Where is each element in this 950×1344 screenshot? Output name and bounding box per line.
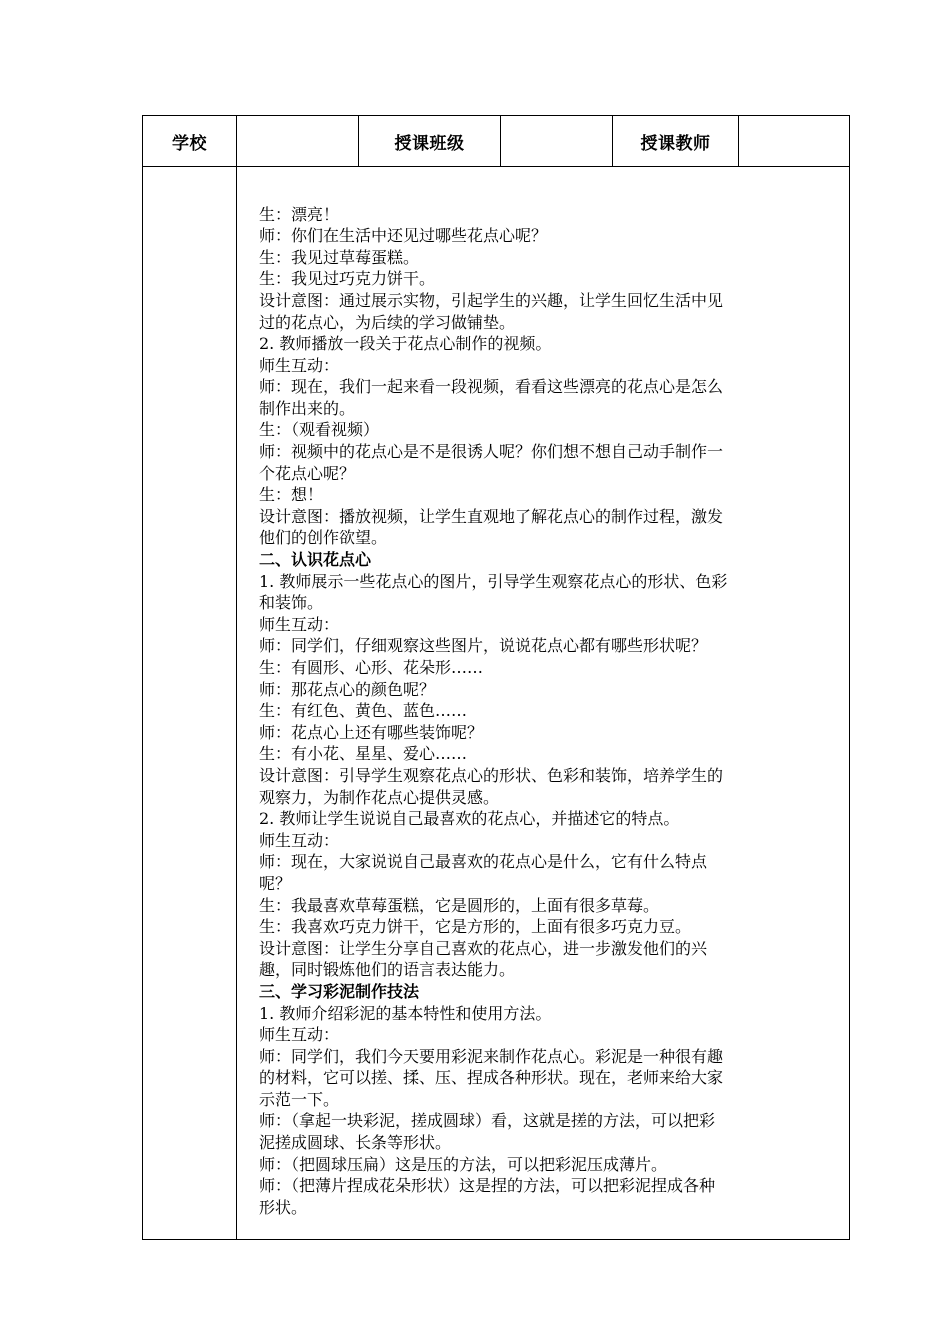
content-line: 泥搓成圆球、长条等形状。: [259, 1133, 452, 1153]
content-line: 生：有小花、星星、爱心……: [259, 744, 468, 764]
content-line: 设计意图：通过展示实物，引起学生的兴趣，让学生回忆生活中见: [259, 290, 724, 310]
header-row: [143, 116, 850, 167]
content-line: 师：（拿起一块彩泥，搓成圆球）看，这就是搓的方法，可以把彩: [259, 1111, 716, 1131]
content-line: 制作出来的。: [259, 398, 356, 418]
content-line: 的材料，它可以搓、揉、压、捏成各种形状。现在，老师来给大家: [259, 1068, 724, 1088]
content-line: 生：我最喜欢草莓蛋糕，它是圆形的，上面有很多草莓。: [259, 895, 660, 915]
content-line: 生：我见过草莓蛋糕。: [259, 247, 420, 267]
content-line: 观察力，为制作花点心提供灵感。: [259, 787, 500, 807]
content-left-cell: [143, 167, 237, 1240]
class-value: [501, 116, 613, 167]
content-line: 生：（观看视频）: [259, 420, 380, 440]
lesson-content-text: [259, 204, 831, 1219]
content-line: 师：你们在生活中还见过哪些花点心呢？: [259, 226, 548, 246]
content-line: 师：现在，大家说说自己最喜欢的花点心是什么，它有什么特点: [259, 852, 708, 872]
content-line: 生：有圆形、心形、花朵形……: [259, 658, 484, 678]
content-line: 过的花点心，为后续的学习做铺垫。: [259, 312, 516, 332]
content-line: 师：（把圆球压扁）这是压的方法，可以把彩泥压成薄片。: [259, 1154, 668, 1174]
content-line: 师生互动：: [259, 1025, 340, 1045]
lesson-plan-table: [142, 115, 850, 1240]
content-line: 设计意图：让学生分享自己喜欢的花点心，进一步激发他们的兴: [259, 938, 708, 958]
content-line: 和装饰。: [259, 593, 324, 613]
section-heading-line: 三、学习彩泥制作技法: [259, 981, 420, 1001]
content-line: 1. 教师展示一些花点心的图片，引导学生观察花点心的形状、色彩: [259, 571, 728, 591]
content-line: 师：那花点心的颜色呢？: [259, 679, 436, 699]
content-line: 设计意图：播放视频，让学生直观地了解花点心的制作过程，激发: [259, 506, 724, 526]
school-value: [237, 116, 359, 167]
content-line: 呢？: [259, 873, 292, 893]
content-line: 生：我喜欢巧克力饼干，它是方形的，上面有很多巧克力豆。: [259, 917, 692, 937]
content-line: 形状。: [259, 1197, 308, 1217]
content-line: 师：同学们，仔细观察这些图片，说说花点心都有哪些形状呢？: [259, 636, 708, 656]
content-line: 生：有红色、黄色、蓝色……: [259, 701, 468, 721]
content-line: 设计意图：引导学生观察花点心的形状、色彩和装饰，培养学生的: [259, 765, 724, 785]
content-line: 师：同学们，我们今天要用彩泥来制作花点心。彩泥是一种很有趣: [259, 1046, 724, 1066]
content-line: 师生互动：: [259, 830, 340, 850]
content-line: 生：我见过巧克力饼干。: [259, 269, 436, 289]
content-line: 1. 教师介绍彩泥的基本特性和使用方法。: [259, 1003, 552, 1023]
teacher-label: 授课教师: [613, 116, 739, 167]
school-label: 学校: [143, 116, 237, 167]
content-line: 个花点心呢？: [259, 463, 356, 483]
content-row: [143, 167, 850, 1240]
class-label: 授课班级: [359, 116, 501, 167]
content-line: 师：现在，我们一起来看一段视频，看看这些漂亮的花点心是怎么: [259, 377, 724, 397]
lesson-content-cell: [237, 167, 850, 1240]
content-line: 2. 教师让学生说说自己最喜欢的花点心，并描述它的特点。: [259, 809, 680, 829]
content-line: 师：花点心上还有哪些装饰呢？: [259, 722, 484, 742]
section-heading-line: 二、认识花点心: [259, 550, 372, 570]
content-line: 他们的创作欲望。: [259, 528, 388, 548]
content-line: 师生互动：: [259, 614, 340, 634]
content-line: 师生互动：: [259, 355, 340, 375]
content-line: 示范一下。: [259, 1089, 340, 1109]
content-line: 2. 教师播放一段关于花点心制作的视频。: [259, 334, 552, 354]
content-line: 趣，同时锻炼他们的语言表达能力。: [259, 960, 516, 980]
content-line: 师：（把薄片捏成花朵形状）这是捏的方法，可以把彩泥捏成各种: [259, 1176, 716, 1196]
content-line: 生：想！: [259, 485, 324, 505]
content-line: 师：视频中的花点心是不是很诱人呢？你们想不想自己动手制作一: [259, 442, 724, 462]
content-line: 生：漂亮！: [259, 204, 340, 224]
teacher-value: [739, 116, 850, 167]
